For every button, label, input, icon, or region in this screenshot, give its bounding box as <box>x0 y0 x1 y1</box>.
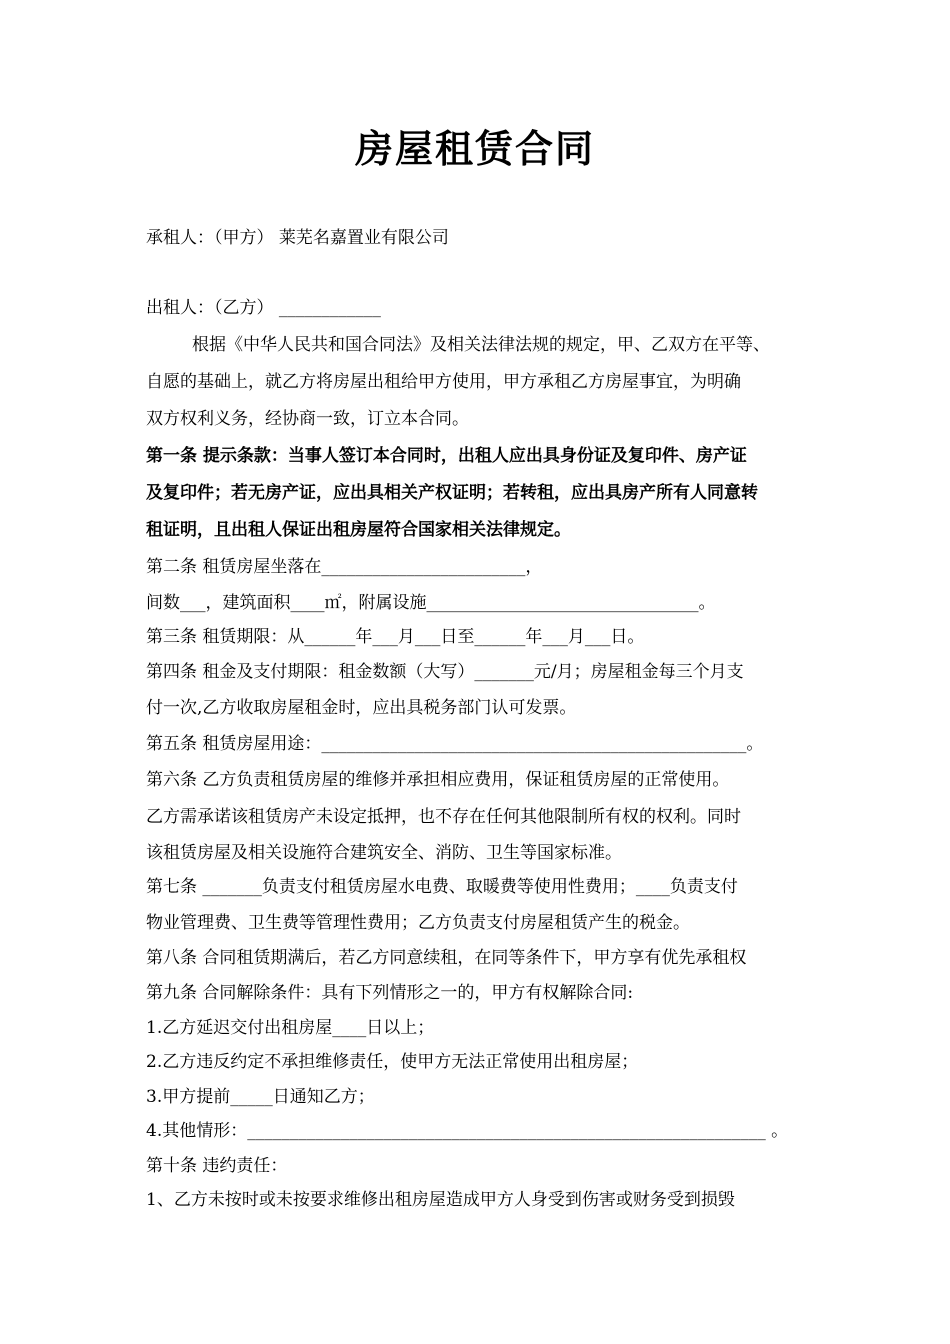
article-7-line-1: 第七条 _______负责支付租赁房屋水电费、取暖费等使用性费用；____负责支付 <box>146 877 738 897</box>
preamble-line-1: 根据《中华人民共和国合同法》及相关法律法规的规定，甲、乙双方在平等、 <box>192 335 770 355</box>
article-4-line-1: 第四条 租金及支付期限：租金数额（大写）_______元/月；房屋租金每三个月支 <box>146 662 744 682</box>
article-5-line: 第五条 租赁房屋用途：__________________________________________________。 <box>146 734 764 754</box>
article-9-item-4: 4.其他情形：_____________________________________________________________ 。 <box>146 1121 789 1141</box>
article-7-line-2: 物业管理费、卫生费等管理性费用；乙方负责支付房屋租赁产生的税金。 <box>146 913 690 933</box>
article-9-item-2: 2.乙方违反约定不承担维修责任，使甲方无法正常使用出租房屋； <box>146 1052 639 1072</box>
article-1-line-1: 第一条 提示条款：当事人签订本合同时，出租人应出具身份证及复印件、房产证 <box>146 446 747 466</box>
article-6-line-2: 乙方需承诺该租赁房产未设定抵押，也不存在任何其他限制所有权的权利。同时 <box>146 807 741 827</box>
article-6-line-3: 该租赁房屋及相关设施符合建筑安全、消防、卫生等国家标准。 <box>146 843 622 863</box>
article-3-line: 第三条 租赁期限：从______年___月___日至______年___月___日。 <box>146 627 645 647</box>
article-9-item-1: 1.乙方延迟交付出租房屋____日以上； <box>146 1018 435 1038</box>
lessor-line: 出租人：（乙方） ____________ <box>146 298 381 318</box>
document-title: 房屋租赁合同 <box>354 127 595 171</box>
preamble-line-2: 自愿的基础上，就乙方将房屋出租给甲方使用，甲方承租乙方房屋事宜，为明确 <box>146 372 741 392</box>
article-2-line-1: 第二条 租赁房屋坐落在________________________， <box>146 557 543 577</box>
article-2-line-2: 间数___，建筑面积____㎡，附属设施________________________________。 <box>146 593 716 613</box>
article-9-line: 第九条 合同解除条件：具有下列情形之一的，甲方有权解除合同: <box>146 983 634 1003</box>
article-8-line: 第八条 合同租赁期满后，若乙方同意续租，在同等条件下，甲方享有优先承租权 <box>146 948 747 968</box>
article-1-line-2: 及复印件；若无房产证，应出具相关产权证明；若转租，应出具房产所有人同意转 <box>146 483 758 503</box>
article-1-line-3: 租证明，且出租人保证出租房屋符合国家相关法律规定。 <box>146 520 571 540</box>
article-6-line-1: 第六条 乙方负责租赁房屋的维修并承担相应费用，保证租赁房屋的正常使用。 <box>146 770 730 790</box>
article-9-item-3: 3.甲方提前_____日通知乙方； <box>146 1087 375 1107</box>
article-10-item-1: 1、乙方未按时或未按要求维修出租房屋造成甲方人身受到伤害或财务受到损毁 <box>146 1190 735 1210</box>
lessee-line: 承租人：（甲方） 莱芜名嘉置业有限公司 <box>146 228 449 248</box>
article-10-line: 第十条 违约责任： <box>146 1156 288 1176</box>
article-4-line-2: 付一次,乙方收取房屋租金时，应出具税务部门认可发票。 <box>146 698 577 718</box>
preamble-line-3: 双方权利义务，经协商一致，订立本合同。 <box>146 409 469 429</box>
